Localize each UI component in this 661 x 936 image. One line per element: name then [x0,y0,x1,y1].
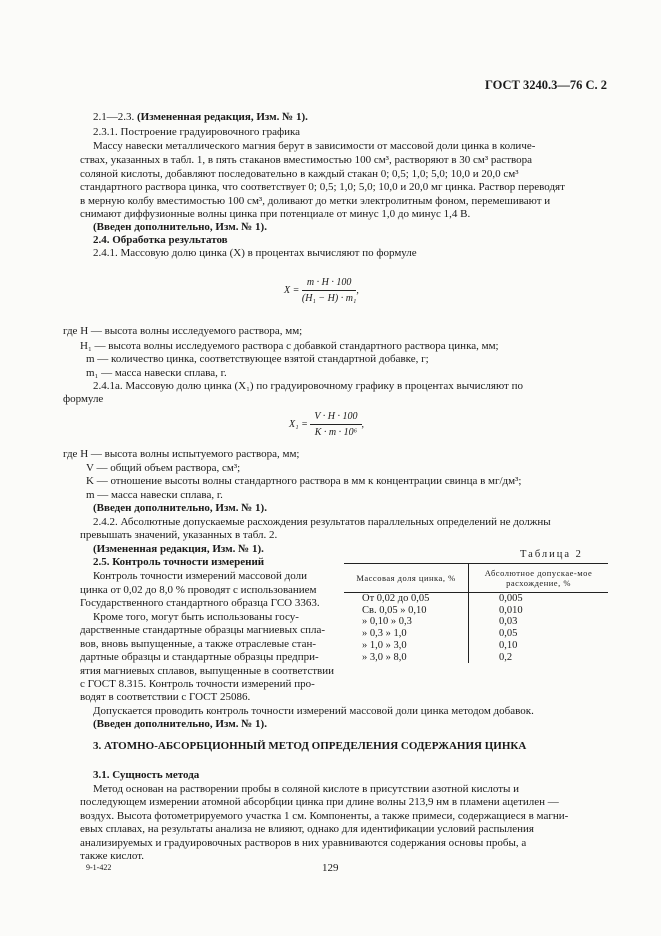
amendment-note: (Введен дополнительно, Изм. № 1). [93,221,267,233]
paragraph-line: ствах, указанных в табл. 1, в пять стаканов вместимостью 100 см³, растворяют в 30 см³ раствора [80,154,532,166]
variable-definition: где H — высота волны исследуемого раствора, мм; [63,325,303,337]
paragraph-line: Массу навески металлического магния берут в зависимости от массовой доли цинка в количе- [93,140,536,152]
formula-lhs: X = [284,284,300,296]
clause-heading: 2.4. Обработка результатов [93,234,228,246]
table-header-row [344,564,608,593]
paragraph-line: в мерную колбу вместимостью 100 см³, доливают до метки электролитным фоном, перемешивают и [80,195,551,207]
table-cell: 0,03 [499,616,518,628]
table-cell: 0,2 [499,651,513,663]
table-row [344,605,608,617]
paragraph-line: формуле [63,393,104,405]
formula-lhs: X₁ = [289,418,308,430]
amendment-note: (Введен дополнительно, Изм. № 1). [93,502,267,514]
table-row [344,652,608,664]
clause-heading: 2.3.1. Построение градуировочного графика [93,126,301,138]
formula-x1: X₁ = $\frac{V \cdot H \cdot 100}{\text{K · m · 10⁶}}$ , [289,411,364,438]
tolerance-table [344,563,608,663]
table-cell: » 0,10 » 0,3 [344,616,469,628]
variable-definition: V — общий объем раствора, см³; [86,462,241,474]
paragraph-line: воздух. Высота фотометрируемого участка 1 см. Компоненты, а также примеси, содержащиеся в магни- [80,810,569,822]
formula-denominator: K · m · 10⁶ [314,427,358,438]
table-cell: 0,05 [499,628,518,640]
table-cell: Св. 0,05 » 0,10 [344,605,469,617]
paragraph-line: последующем измерении атомной абсорбции цинка при длине волны 213,9 нм в пламени ацетилен — [80,796,559,808]
paragraph-line: Метод основан на растворении пробы в соляной кислоте в присутствии азотной кислоты и [93,783,520,795]
print-mark: 9-1-422 [86,863,112,872]
paragraph-line: превышать значений, указанных в табл. 2. [80,529,278,541]
amendment-note: (Введен дополнительно, Изм. № 1). [93,718,267,730]
variable-definition: m — количество цинка, соответствующее взятой стандартной добавке, г; [86,353,429,365]
table-row [344,616,608,628]
clause-heading: 3.1. Сущность метода [93,769,200,781]
table-row [344,640,608,652]
table-header-cell: Массовая доля цинка, % [344,564,469,593]
paragraph-line: снимают диффузионные волны цинка при потенциале от минус 1,0 до минус 1,4 В. [80,208,471,220]
paragraph-line: 2.4.1а. Массовую долю цинка (X₁) по градуировочному графику в процентах вычисляют по [93,380,523,392]
paragraph-line: Кроме того, могут быть использованы госу- [93,611,299,623]
paragraph-line: дарственные стандартные образцы магниевых спла- [80,624,326,636]
formula-fraction [302,277,357,304]
variable-definition: m₁ — масса навески сплава, г. [86,367,227,379]
table-cell: » 1,0 » 3,0 [344,640,469,652]
table-cell: 0,005 [499,593,523,604]
table-cell: » 3,0 » 8,0 [344,652,469,664]
variable-definition: K — отношение высоты волны стандартного раствора в мм к концентрации свинца в мг/дм³; [86,475,522,487]
table-row [344,628,608,640]
formula-denominator: (H₁ − H) · m₁ [301,293,357,304]
clause-number: 2.1—2.3. [93,111,135,123]
paragraph-line [93,111,308,124]
table-row [344,593,608,605]
formula-fraction [310,411,361,438]
paragraph-line: ятия магниевых сплавов, выпущенные в соответствии [80,665,335,677]
formula-x: X = $\frac{m \cdot H \cdot 100}{\text{(H₁ − H) · m₁}}$ , [284,277,359,304]
paragraph-line: 2.4.2. Абсолютные допускаемые расхождения результатов параллельных определений не должны [93,516,551,528]
page-header: ГОСТ 3240.3—76 С. 2 [484,78,607,92]
paragraph-line: также кислот. [80,850,144,862]
amendment-note: (Измененная редакция, Изм. № 1). [93,543,264,555]
table-cell: От 0,02 до 0,05 [344,593,469,605]
paragraph-line: стандартного раствора цинка, что соответствует 0; 0,5; 1,0; 5,0; 10,0 и 20,0 мг цинка. Раствор переводят [80,181,565,193]
paragraph-line: с ГОСТ 8.315. Контроль точности измерений про- [80,678,315,690]
paragraph-line: дартные образцы и стандартные образцы предпри- [80,651,319,663]
table-header-cell: Абсолютное допускае-мое расхождение, % [469,564,609,593]
formula-numerator: V · H · 100 [310,411,361,425]
variable-definition: где H — высота волны испытуемого раствора, мм; [63,448,300,460]
paragraph-line: водят в соответствии с ГОСТ 25086. [80,691,251,703]
paragraph-line: 2.4.1. Массовую долю цинка (X) в процентах вычисляют по формуле [93,247,417,259]
formula-numerator: m · H · 100 [302,277,357,291]
paragraph-line: Допускается проводить контроль точности измерений массовой доли цинка методом добавок. [93,705,534,717]
paragraph-line: анализируемых и градуировочных растворов в них уравниваются содержания основы пробы, а [80,837,527,849]
table-cell: 0,010 [499,604,523,616]
paragraph-line: соляной кислоты, добавляют последовательно в каждый стакан 0; 0,5; 1,0; 5,0; 10,0 и 20,0 см³ [80,168,519,180]
page-number: 129 [322,862,339,874]
paragraph-line: евых сплавах, на результаты анализа не влияют, однако для идентификации условий распыления [80,823,534,835]
clause-heading: 2.5. Контроль точности измерений [93,556,265,568]
table-title: Таблица 2 [520,549,583,560]
variable-definition: m — масса навески сплава, г. [86,489,223,501]
table-cell: 0,10 [499,639,518,651]
variable-definition: H₁ — высота волны исследуемого раствора с добавкой стандартного раствора цинка, мм; [80,340,499,352]
paragraph-line: Контроль точности измерений массовой доли [93,570,307,582]
paragraph-line: Государственного стандартного образца ГСО 3363. [80,597,320,609]
table-cell: » 0,3 » 1,0 [344,628,469,640]
amendment-note: (Измененная редакция, Изм. № 1). [137,111,308,123]
paragraph-line: цинка от 0,02 до 8,0 % проводят с использованием [80,584,317,596]
section-title: 3. АТОМНО-АБСОРБЦИОННЫЙ МЕТОД ОПРЕДЕЛЕНИЯ СОДЕРЖАНИЯ ЦИНКА [93,740,527,752]
paragraph-line: вов, вновь выпущенные, а также отраслевые стан- [80,638,317,650]
